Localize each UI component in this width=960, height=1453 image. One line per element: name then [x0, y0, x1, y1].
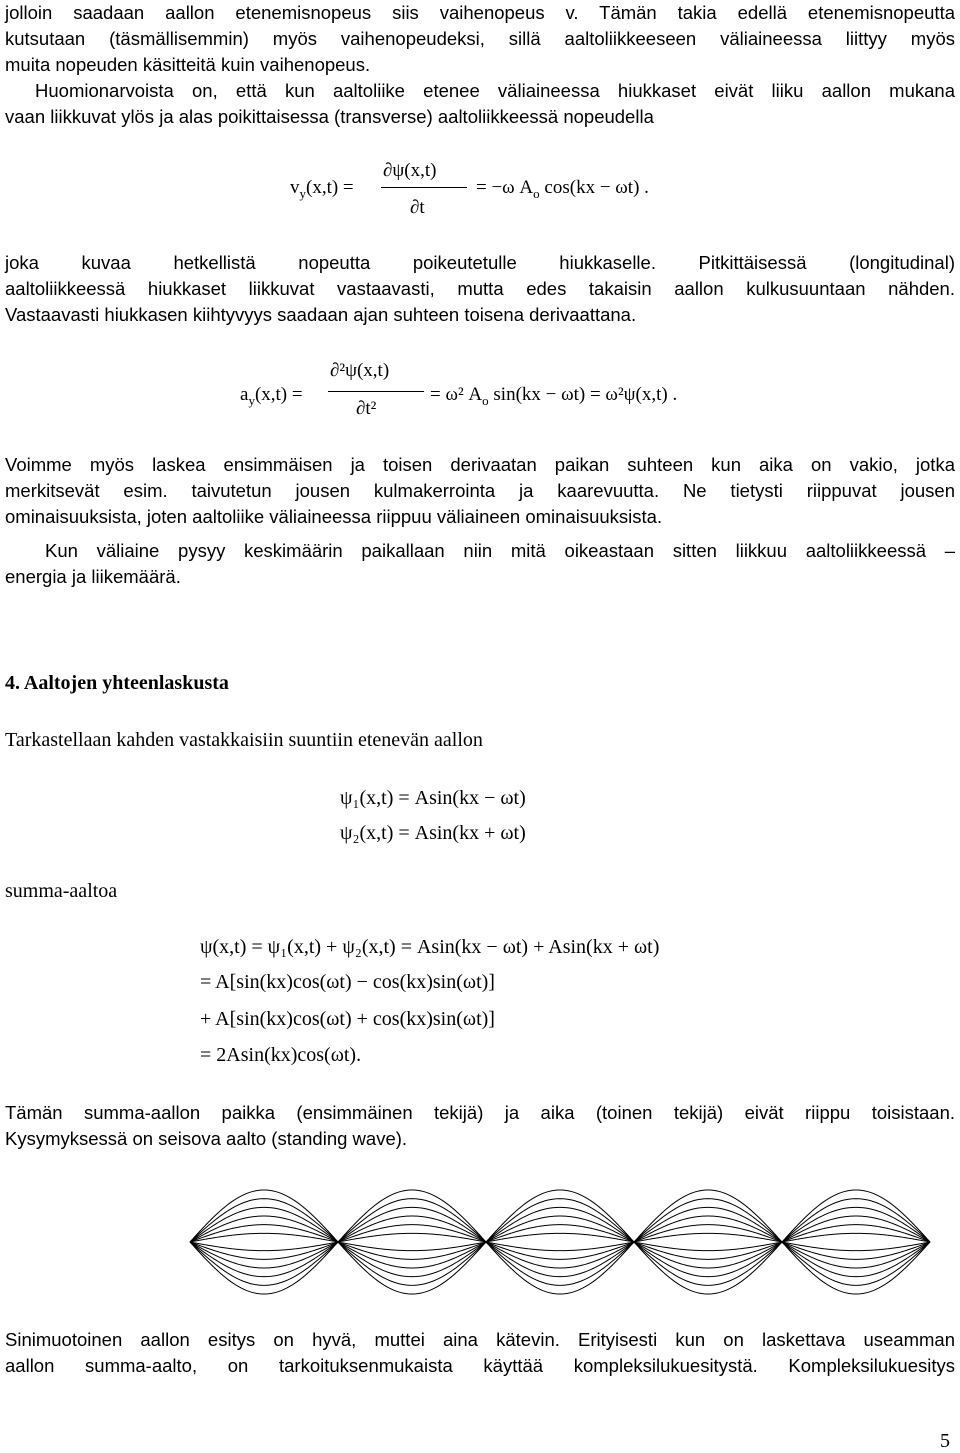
text-line: energia ja liikemäärä.	[5, 566, 181, 587]
text-line: kutsutaan (täsmällisemmin) myös vaihenopeudeksi, sillä aaltoliikkeeseen väliaineessa liittyy myös	[5, 28, 955, 49]
complex-paragraph	[5, 1327, 955, 1379]
derivative-paragraph	[5, 452, 955, 530]
text-line: aaltoliikkeessä hiukkaset liikkuvat vastaavasti, mutta edes takaisin aallon kulkusuuntaan nähden.	[5, 278, 955, 299]
text-line: merkitsevät esim. taivutetun jousen kulmakerrointa ja kaarevuutta. Ne tietysti riippuvat jousen	[5, 480, 955, 501]
standing-wave-figure	[180, 1182, 960, 1302]
transverse-paragraph	[5, 78, 955, 130]
intro-paragraph	[5, 0, 955, 78]
text-line: Voimme myös laskea ensimmäisen ja toisen derivaatan paikan suhteen kun aika on vakio, jotka	[5, 454, 955, 475]
section-heading: 4. Aaltojen yhteenlaskusta	[5, 672, 229, 694]
psi2-equation: ψ₂(x,t) = Asin(kx + ωt)	[340, 822, 526, 844]
eq-rhs-sub: o	[482, 392, 489, 408]
eq-numerator: ∂²ψ(x,t)	[330, 360, 390, 381]
eq-numerator: ∂ψ(x,t)	[383, 160, 437, 181]
text-line: joka kuvaa hetkellistä nopeutta poikeutetulle hiukkaselle. Pitkittäisessä (longitudinal)	[5, 252, 955, 273]
eq-lhs-args: (x,t) =	[306, 177, 354, 198]
eq-rhs-tail: cos(kx − ωt) .	[544, 177, 649, 198]
eq-lhs-args: (x,t) =	[254, 384, 303, 405]
text-line: aallon summa-aalto, on tarkoituksenmukaista käyttää kompleksilukuesitystä. Kompleksilukuesitys	[5, 1355, 955, 1376]
longitudinal-paragraph	[5, 250, 955, 328]
eq-rhs-tail: sin(kx − ωt) = ω²ψ(x,t) .	[493, 384, 678, 405]
text-line: jolloin saadaan aallon etenemisnopeus siis vaihenopeus v. Tämän takia edellä etenemisnopeutta	[5, 2, 955, 23]
fraction-bar	[381, 187, 467, 188]
psi1-equation: ψ₁(x,t) = Asin(kx − ωt)	[340, 787, 526, 809]
text-line: Vastaavasti hiukkasen kiihtyvyys saadaan ajan suhteen toisena derivaattana.	[5, 304, 637, 325]
standing-wave-paragraph	[5, 1100, 955, 1152]
eq-lhs-sub: y	[248, 392, 255, 408]
text-line: Sinimuotoinen aallon esitys on hyvä, muttei aina kätevin. Erityisesti kun on laskettava useamman	[5, 1329, 955, 1350]
derivation-line: + A[sin(kx)cos(ωt) + cos(kx)sin(ωt)]	[200, 1008, 495, 1030]
eq-rhs: = ω² A	[430, 384, 483, 405]
eq-lhs-sub: y	[299, 185, 306, 201]
derivation-line: ψ(x,t) = ψ₁(x,t) + ψ₂(x,t) = Asin(kx − ωt) + Asin(kx + ωt)	[200, 936, 660, 958]
text-line: Huomionarvoista on, että kun aaltoliike etenee väliaineessa hiukkaset eivät liiku aallon mukana	[35, 80, 955, 101]
text-line: ominaisuuksista, joten aaltoliike väliaineessa riippuu väliaineen ominaisuuksista.	[5, 506, 663, 527]
text-line: muita nopeuden käsitteitä kuin vaihenopeus.	[5, 54, 371, 75]
eq-denominator: ∂t²	[356, 398, 377, 419]
page-number: 5	[940, 1430, 950, 1452]
fraction-bar	[328, 391, 424, 392]
text-line: Tämän summa-aallon paikka (ensimmäinen tekijä) ja aika (toinen tekijä) eivät riippu toisistaan.	[5, 1102, 955, 1123]
derivation-line: = A[sin(kx)cos(ωt) − cos(kx)sin(ωt)]	[200, 971, 495, 993]
intro-sentence: Tarkastellaan kahden vastakkaisiin suuntiin etenevän aallon	[5, 729, 483, 751]
eq-denominator: ∂t	[410, 197, 425, 218]
text-line: Kun väliaine pysyy keskimäärin paikallaan niin mitä oikeastaan sitten liikkuu aaltoliikkeessä –	[45, 540, 955, 561]
energy-paragraph	[5, 538, 955, 590]
eq-lhs: a	[240, 384, 249, 405]
eq-rhs-sub: o	[533, 185, 540, 201]
text-line: vaan liikkuvat ylös ja alas poikittaisessa (transverse) aaltoliikkeessä nopeudella	[5, 106, 654, 127]
sum-wave-label: summa-aaltoa	[5, 880, 118, 902]
text-line: Kysymyksessä on seisova aalto (standing wave).	[5, 1128, 408, 1149]
eq-lhs: v	[290, 177, 300, 198]
derivation-line: = 2Asin(kx)cos(ωt).	[200, 1044, 362, 1066]
eq-rhs: = −ω A	[476, 177, 534, 198]
